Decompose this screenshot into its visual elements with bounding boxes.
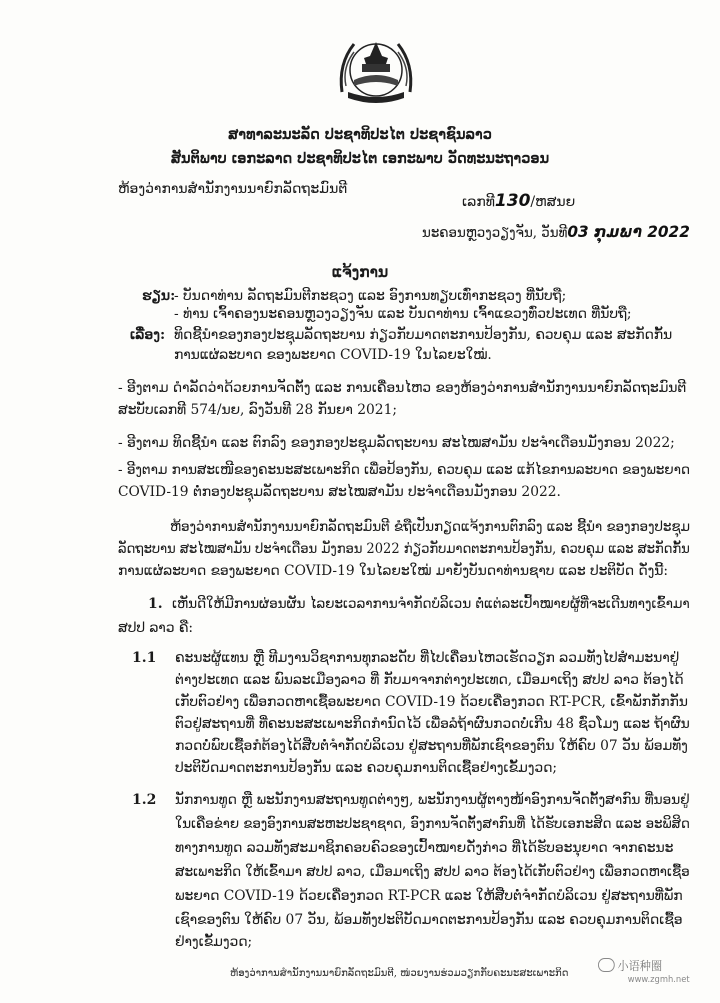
subject-label: ເລື່ອງ: — [130, 327, 166, 343]
doc-no-value: 130 — [494, 191, 531, 211]
issuing-office: ຫ້ອງວ່າການສຳນັກງານນາຍົກລັດຖະມົນຕີ — [118, 181, 348, 197]
national-emblem-icon — [334, 30, 418, 108]
doc-no-suffix: /ຫສນຍ — [530, 194, 576, 210]
date-label: ນະຄອນຫຼວງວຽງຈັນ, ວັນທີ — [422, 225, 568, 241]
document-number — [462, 191, 575, 211]
item-line: ນັກການທູດ ຫຼື ພະນັກງານສະຖານທູດຕ່າງໆ, ພະນັກງານຜູ້ຕາງໜ້າອົງການຈັດຕັ້ງສາກົນ ທີ່ນອນຢູ່ — [175, 792, 690, 808]
reference-line: ສະບັບເລກທີ 574/ນຍ, ລົງວັນທີ 28 ກັນຍາ 2021; — [118, 402, 398, 418]
intro-line: ການແຜ່ລະບາດ ຂອງພະຍາດ COVID-19 ໃນໄລຍະໃໝ່ ມາຍັງບັນດາທ່ານຊາບ ແລະ ປະຕິບັດ ດັ່ງນີ້: — [118, 563, 669, 579]
item-line: ເກັບຕົວຢ່າງ ເພື່ອກວດຫາເຊື້ອພະຍາດ COVID-19 ດ້ວຍເຄື່ອງກວດ RT-PCR, ເຂົ້າພັກກັກກັນ — [175, 694, 688, 710]
item-line: ປະຕິບັດມາດຕະການປ້ອງກັນ ແລະ ຄວບຄຸມການຕິດເຊື້ອຢ່າງເຂັ້ມງວດ; — [175, 760, 557, 776]
watermark-name: 小语种圈 — [617, 959, 663, 973]
document-date — [422, 222, 690, 241]
item-line: ໃນເຄືອຂ່າຍ ຂອງອົງການສະຫະປະຊາຊາດ, ອົງການຈັດຕັ້ງສາກົນທີ່ ໄດ້ຮັບເອກະສິດ ແລະ ອະພິສິດ — [175, 816, 690, 832]
reference-line: - ອີງຕາມ ການສະເໜີຂອງຄະນະສະເພາະກິດ ເພື່ອປ້ອງກັນ, ຄວບຄຸມ ແລະ ແກ້ໄຂການລະບາດ ຂອງພະຍາດ — [118, 462, 690, 478]
national-motto: ສັນຕິພາບ ເອກະລາດ ປະຊາທິປະໄຕ ເອກະພາບ ວັດທະນະຖາວອນ — [170, 150, 550, 167]
doc-no-label: ເລກທີ — [462, 194, 495, 210]
section-number: 1. — [148, 596, 163, 612]
item-line: ຢ່າງເຂັ້ມງວດ; — [175, 934, 253, 950]
item-line: ພະຍາດ COVID-19 ດ້ວຍເຄື່ອງກວດ RT-PCR ແລະ ໃຫ້ສືບຕໍ່ຈຳກັດບໍລິເວນ ຢູ່ສະຖານທີ່ພັກ — [175, 888, 683, 904]
country-name: ສາທາລະນະລັດ ປະຊາທິປະໄຕ ປະຊາຊົນລາວ — [228, 126, 492, 143]
reference-line: - ອີງຕາມ ດຳລັດວ່າດ້ວຍການຈັດຕັ້ງ ແລະ ການເຄື່ອນໄຫວ ຂອງຫ້ອງວ່າການສຳນັກງານນາຍົກລັດຖະມົນຕີ — [118, 380, 687, 396]
item-line: ສະເພາະກິດ ໃຫ້ເຂົ້າມາ ສປປ ລາວ, ເມື່ອມາເຖິງ ສປປ ລາວ ຕ້ອງໄດ້ເກັບຕົວຢ່າງ ເພື່ອກວດຫາເຊື້ອ — [175, 864, 690, 880]
watermark — [598, 958, 690, 987]
section-line: ສປປ ລາວ ຄື: — [118, 620, 193, 636]
item-line: ທາງການທູດ ລວມທັງສະມາຊິກຄອບຄົວຂອງເປົ້າໝາຍດັ່ງກ່າວ ທີ່ໄດ້ຮັບອະນຸຍາດ ຈາກຄະນະ — [175, 840, 674, 856]
item-line: ຕ່າງປະເທດ ແລະ ພົນລະເມືອງລາວ ທີ່ ກັບມາຈາກຕ່າງປະເທດ, ເມື່ອມາເຖິງ ສປປ ລາວ ຕ້ອງໄດ້ — [175, 672, 684, 688]
section-line: ເຫັນດີໃຫ້ມີການຜ່ອນຜັນ ໄລຍະເວລາການຈຳກັດບໍລິເວນ ຕໍ່ແຕ່ລະເປົ້າໝາຍຜູ້ທີ່ຈະເດີນທາງເຂົ້າມາ — [172, 596, 690, 612]
intro-line: ລັດຖະບານ ສະໄໝສາມັນ ປະຈຳເດືອນ ມັງກອນ 2022 ກ່ຽວກັບມາດຕະການປ້ອງກັນ, ຄວບຄຸມ ແລະ ສະກັດກັ້ນ — [118, 541, 690, 557]
watermark-url: www.zgmh.net — [627, 975, 690, 985]
addressee-line: - ບັນດາທ່ານ ລັດຖະມົນຕີກະຊວງ ແລະ ອົງການທຽບເທົ່າກະຊວງ ທີ່ນັບຖື; — [174, 288, 567, 304]
reference-line: - ອີງຕາມ ທິດຊີ້ນຳ ແລະ ຕົກລົງ ຂອງກອງປະຊຸມລັດຖະບານ ສະໄໝສາມັນ ປະຈຳເດືອນມັງກອນ 2022; — [118, 435, 675, 451]
date-value: 03 ກຸມພາ 2022 — [567, 222, 690, 241]
item-line: ຄະນະຜູ້ແທນ ຫຼື ທີມງານວິຊາການທຸກລະດັບ ທີ່ໄປເຄື່ອນໄຫວເຮັດວຽກ ລວມທັງໄປສຳມະນາຢູ່ — [175, 650, 680, 666]
item-line: ເຊົາຂອງຕົນ ໃຫ້ຄົບ 07 ວັນ, ພ້ອມທັງປະຕິບັດມາດຕະການປ້ອງກັນ ແລະ ຄວບຄຸມການຕິດເຊື້ອ — [175, 912, 683, 928]
subject-line: ການແຜ່ລະບາດ ຂອງພະຍາດ COVID-19 ໃນໄລຍະໃໝ່. — [174, 347, 492, 363]
item-line: ຕົວຢູ່ສະຖານທີ່ ທີ່ຄະນະສະເພາະກິດກຳນົດໄວ້ ເພື່ອລໍຖ້າຜົນກວດບໍ່ເກີນ 48 ຊົ່ວໂມງ ແລະ ຖ້າຜົນ — [175, 716, 690, 732]
item-number: 1.2 — [132, 792, 157, 808]
page-footer: ຫ້ອງວ່າການສຳນັກງານນາຍົກລັດຖະມົນຕີ, ໜ່ວຍງານຮ່ວມວຽກກັບຄະນະສະເພາະກິດ — [230, 968, 569, 979]
chat-bubble-icon — [598, 958, 615, 972]
item-number: 1.1 — [132, 650, 157, 666]
addressee-line: - ທ່ານ ເຈົ້າຄອງນະຄອນຫຼວງວຽງຈັນ ແລະ ບັນດາທ່ານ ເຈົ້າແຂວງທົ່ວປະເທດ ທີ່ນັບຖື; — [174, 306, 632, 322]
reference-line: COVID-19 ຕໍ່ກອງປະຊຸມລັດຖະບານ ສະໄໝສາມັນ ປະຈຳເດືອນມັງກອນ 2022. — [118, 484, 561, 500]
document-title: ແຈ້ງການ — [331, 262, 389, 281]
addressees-label: ຮຽນ: — [142, 288, 176, 304]
intro-line: ຫ້ອງວ່າການສຳນັກງານນາຍົກລັດຖະມົນຕີ ຂໍຖືເປັນກຽດແຈ້ງການຕົກລົງ ແລະ ຊີ້ນຳ ຂອງກອງປະຊຸມ — [170, 519, 690, 535]
item-line: ກວດບໍ່ພົບເຊື້ອກໍຕ້ອງໄດ້ສືບຕໍ່ຈຳກັດບໍລິເວນ ຢູ່ສະຖານທີ່ພັກເຊົາຂອງຕົນ ໃຫ້ຄົບ 07 ວັນ ພ້ອມທັງ — [175, 738, 688, 754]
subject-line: ທິດຊີ້ນຳຂອງກອງປະຊຸມລັດຖະບານ ກ່ຽວກັບມາດຕະການປ້ອງກັນ, ຄວບຄຸມ ແລະ ສະກັດກັ້ນ — [174, 327, 673, 343]
